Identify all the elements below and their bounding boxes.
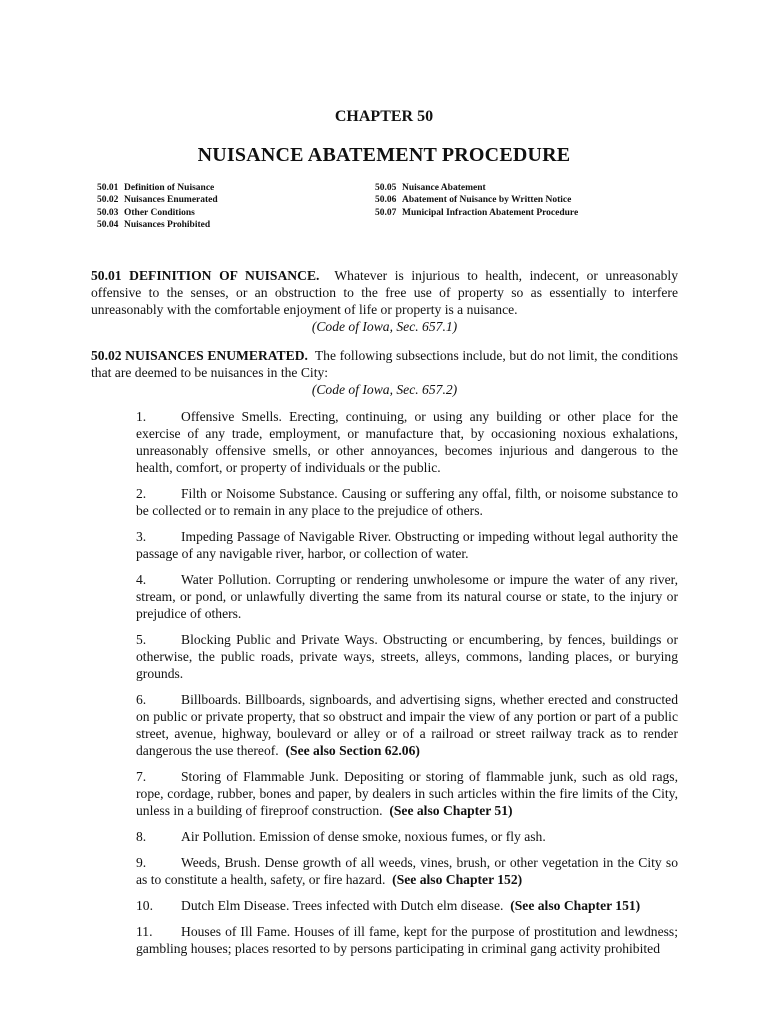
section-text: Whatever is injurious to health, indecent, or unreasonably offensive to the senses, or an obstruction to the free use of property so as essentially to interfere unreasonably with the comfortable enjoyment of life or property is a nuisance. [91, 268, 678, 317]
subsection-number: 10. [136, 898, 153, 913]
toc-left-column [97, 182, 218, 232]
toc-item-number: 50.03 [97, 207, 119, 218]
toc-item-number: 50.02 [97, 195, 119, 206]
subsection-item [136, 631, 678, 682]
subsection-item [136, 408, 678, 476]
subsection-number: 5. [136, 632, 147, 647]
subsection-number: 11. [136, 924, 153, 939]
subsection-item [136, 485, 678, 519]
subsection-number: 4. [136, 572, 147, 587]
citation: (Code of Iowa, Sec. 657.2) [311, 382, 458, 397]
toc-item[interactable] [97, 194, 218, 206]
citation: (Code of Iowa, Sec. 657.1) [311, 319, 458, 334]
subsection-item [136, 768, 678, 819]
subsection-number: 2. [136, 486, 147, 501]
subsection-text: Houses of Ill Fame. Houses of ill fame, kept for the purpose of prostitution and lewdness; gambling houses; places resorted to by persons participating in criminal gang activity prohibited [136, 924, 678, 956]
cross-reference: (See also Section 62.06) [285, 743, 420, 758]
subsection-item [136, 571, 678, 622]
subsection-text: Storing of Flammable Junk. Depositing or storing of flammable junk, such as old rags, rope, cordage, rubber, bones and paper, by dealers in such articles within the fire limits of the City, unless in a building of fireproof construction. [136, 769, 678, 818]
subsection-text: Billboards. Billboards, signboards, and advertising signs, whether erected and constructed on public or private property, that so obstruct and impair the view of any portion or part of a public street, avenue, highway, boulevard or alley or of a railroad or street railway track as to render dangerous the use thereof. [136, 692, 678, 758]
subsection-item [136, 528, 678, 562]
subsection-number: 8. [136, 829, 147, 844]
subsection-text: Filth or Noisome Substance. Causing or suffering any offal, filth, or noisome substance to be collected or to remain in any place to the prejudice of others. [136, 486, 678, 518]
toc-item-label: Nuisances Enumerated [124, 195, 218, 206]
chapter-title: NUISANCE ABATEMENT PROCEDURE [197, 144, 571, 166]
document-body [91, 267, 678, 966]
toc-item-number: 50.01 [97, 183, 119, 193]
toc-item[interactable] [375, 207, 578, 219]
toc-item-label: Nuisances Prohibited [124, 220, 211, 231]
toc-item[interactable] [375, 194, 578, 206]
subsection-number: 3. [136, 529, 147, 544]
subsection-number: 6. [136, 692, 147, 707]
toc-item-label: Other Conditions [124, 207, 195, 218]
toc-item[interactable] [97, 207, 218, 219]
toc-item-label: Nuisance Abatement [402, 183, 486, 193]
section-50-02 [91, 347, 678, 381]
cross-reference: (See also Chapter 51) [389, 803, 513, 818]
toc-item-number: 50.05 [375, 183, 397, 193]
cross-reference: (See also Chapter 152) [392, 872, 523, 887]
toc-right-column [375, 182, 578, 219]
subsection-item [136, 691, 678, 759]
subsection-text: Water Pollution. Corrupting or rendering unwholesome or impure the water of any river, stream, or pond, or unlawfully diverting the same from its natural course or state, to the injury or prejudice of others. [136, 572, 678, 621]
subsection-number: 9. [136, 855, 147, 870]
subsection-text: Impeding Passage of Navigable River. Obstructing or impeding without legal authority the passage of any navigable river, harbor, or collection of water. [136, 529, 678, 561]
cross-reference: (See also Chapter 151) [510, 898, 641, 913]
toc-item-label: Definition of Nuisance [124, 183, 215, 193]
subsection-item [136, 897, 678, 914]
toc-item[interactable] [97, 219, 218, 231]
toc-item[interactable] [375, 182, 578, 194]
toc-item-label: Abatement of Nuisance by Written Notice [402, 195, 572, 206]
subsection-list [136, 408, 678, 957]
subsection-text: Air Pollution. Emission of dense smoke, noxious fumes, or fly ash. [181, 829, 546, 844]
subsection-text: Dutch Elm Disease. Trees infected with Dutch elm disease. [181, 898, 504, 913]
toc-item[interactable] [97, 182, 218, 194]
chapter-number: CHAPTER 50 [334, 108, 434, 125]
subsection-item [136, 854, 678, 888]
subsection-text: Offensive Smells. Erecting, continuing, or using any building or other place for the exercise of any trade, employment, or manufacture that, by occasioning noxious exhalations, unreasonably offensive smells, or other annoyances, becomes injurious and dangerous to the health, comfort, or property of individuals or the public. [136, 409, 678, 475]
section-text: The following subsections include, but do not limit, the conditions that are deemed to be nuisances in the City: [91, 348, 678, 380]
section-50-01 [91, 267, 678, 318]
subsection-text: Weeds, Brush. Dense growth of all weeds, vines, brush, or other vegetation in the City so as to constitute a health, safety, or fire hazard. [136, 855, 678, 887]
toc-item-number: 50.07 [375, 207, 397, 218]
section-heading: 50.01 DEFINITION OF NUISANCE. [91, 268, 320, 283]
subsection-item [136, 923, 678, 957]
subsection-item [136, 828, 678, 845]
toc-item-label: Municipal Infraction Abatement Procedure [402, 207, 579, 218]
subsection-text: Blocking Public and Private Ways. Obstructing or encumbering, by fences, buildings or otherwise, the public roads, private ways, streets, alleys, commons, landing places, or burying grounds. [136, 632, 678, 681]
section-heading: 50.02 NUISANCES ENUMERATED. [91, 348, 308, 363]
toc-item-number: 50.04 [97, 220, 119, 231]
toc-item-number: 50.06 [375, 195, 397, 206]
subsection-number: 1. [136, 409, 147, 424]
subsection-number: 7. [136, 769, 147, 784]
